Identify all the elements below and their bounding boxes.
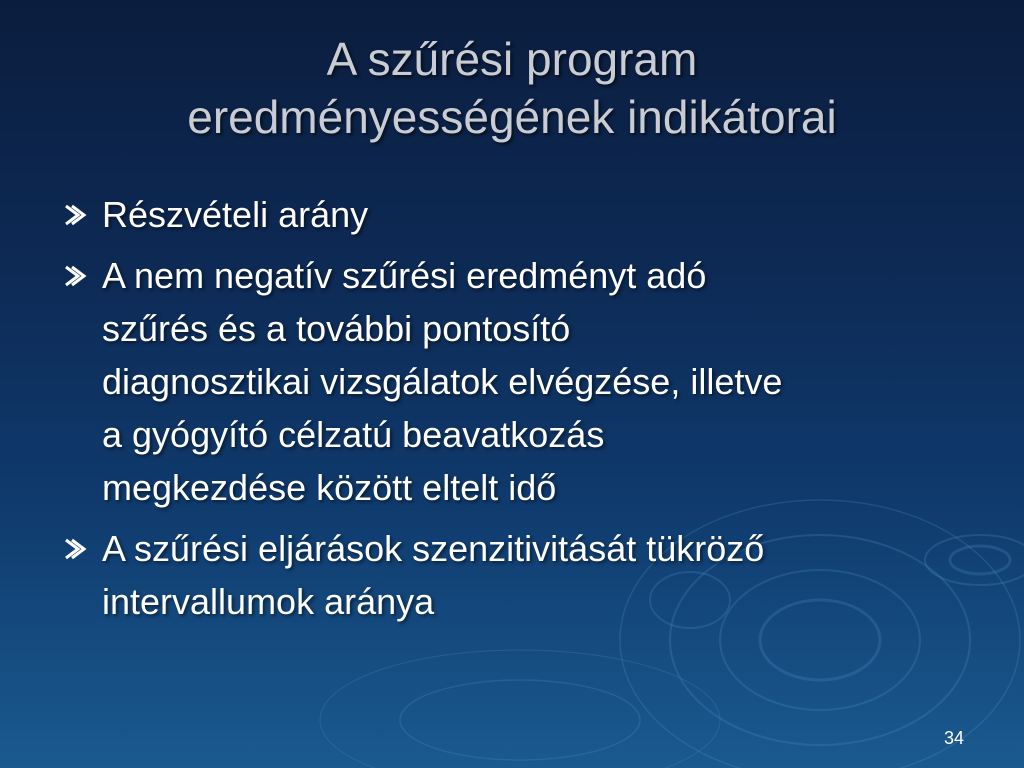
- chevron-arrow-icon: [62, 203, 90, 227]
- bullet-line: szűrés és a további pontosító: [102, 308, 571, 349]
- bullet-line: intervallumok aránya: [102, 581, 435, 622]
- title-line: A szűrési program: [326, 33, 698, 85]
- bullet-line: a gyógyító célzatú beavatkozás: [102, 414, 605, 455]
- bullet-line: A szűrési eljárások szenzitivitását tükröző: [102, 528, 765, 569]
- bullet-list: [62, 188, 982, 636]
- chevron-arrow-icon: [62, 264, 90, 288]
- bullet-line: megkezdése között eltelt idő: [102, 467, 557, 508]
- chevron-arrow-icon: [62, 537, 90, 561]
- bullet-item: [62, 522, 982, 628]
- bullet-item: [62, 188, 982, 241]
- bullet-line: A nem negatív szűrési eredményt adó: [102, 255, 707, 296]
- bullet-item: [62, 249, 982, 514]
- title-line: eredményességének indikátorai: [187, 91, 837, 143]
- bullet-line: Részvételi arány: [102, 194, 369, 235]
- page-number: 34: [943, 728, 964, 748]
- bullet-line: diagnosztikai vizsgálatok elvégzése, illetve: [102, 361, 783, 402]
- slide-title: [40, 30, 984, 146]
